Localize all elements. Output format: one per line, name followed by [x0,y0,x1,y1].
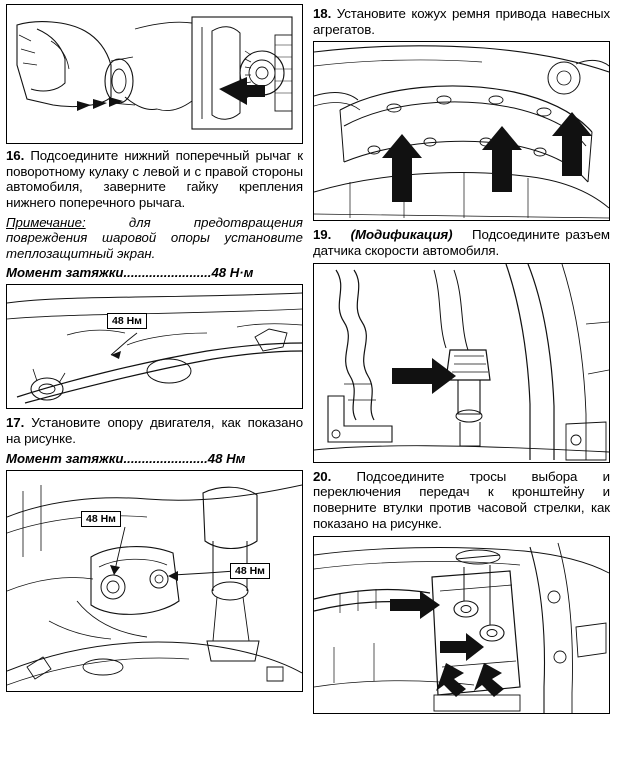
torque-17-dots: ....................... [123,450,208,466]
torque-callout-48nm-fig17b-left: 48 Нм [81,511,121,527]
torque-16-dots: ........................ [123,265,212,281]
torque-17 [6,451,303,466]
step-18-body: Установите кожух ремня привода навесных агрегатов. [313,6,610,37]
left-column [6,4,303,765]
gear-selector-cables-figure [313,536,610,714]
vehicle-speed-sensor-connector-figure [313,263,610,463]
differential-and-steering-knuckle-figure [6,4,303,144]
figure-16-drawing [7,5,302,143]
figure-17b-drawing [7,471,302,691]
step-18-number: 18. [313,6,332,21]
step-19-body: Подсоедините разъем датчика скорости автомобиля. [313,227,610,259]
torque-17-value: 48 Нм [207,450,246,466]
step-20-text [313,469,610,532]
step-16-text [6,148,303,211]
torque-16 [6,265,303,280]
step-18-text [313,6,610,37]
right-column [313,4,610,765]
torque-callout-48nm-fig17b-right: 48 Нм [230,563,270,579]
engine-mount-torque-figure [6,470,303,692]
figure-19-drawing [314,264,609,462]
torque-17-label: Момент затяжки [6,450,124,466]
step-19-text [313,227,610,258]
step-16-body: Подсоедините нижний поперечный рычаг к поворотному кулаку с левой и с правой стороны автомобиля, заверните гайку крепления нижнего поперечного рычага. [6,148,303,211]
torque-16-value: 48 Н·м [211,265,254,281]
step-17-text [6,415,303,446]
figure-17a-drawing [7,285,302,408]
step-17-body: Установите опору двигателя, как показано на рисунке. [6,415,303,447]
accessory-drive-belt-cover-figure [313,41,610,221]
figure-18-drawing [314,42,609,220]
step-19-modifier: (Модификация) [350,227,453,243]
step-20-number: 20. [313,468,332,484]
torque-callout-48nm-fig17a: 48 Нм [107,313,147,329]
note-16 [6,215,303,262]
torque-16-label: Момент затяжки [6,265,124,281]
figure-20-drawing [314,537,609,713]
step-17-number: 17. [6,415,25,431]
step-16-number: 16. [6,148,25,163]
note-16-lead: Примечание: [6,214,86,230]
note-16-body: для предотвращения повреждения шаровой опоры установите теплозащитный экран. [6,214,303,261]
lower-control-arm-torque-figure [6,284,303,409]
step-19-number: 19. [313,227,332,243]
step-20-body: Подсоедините тросы выбора и переключения передач к кронштейну и поверните втулки против часовой стрелки, как показано на рисунке. [313,468,610,531]
